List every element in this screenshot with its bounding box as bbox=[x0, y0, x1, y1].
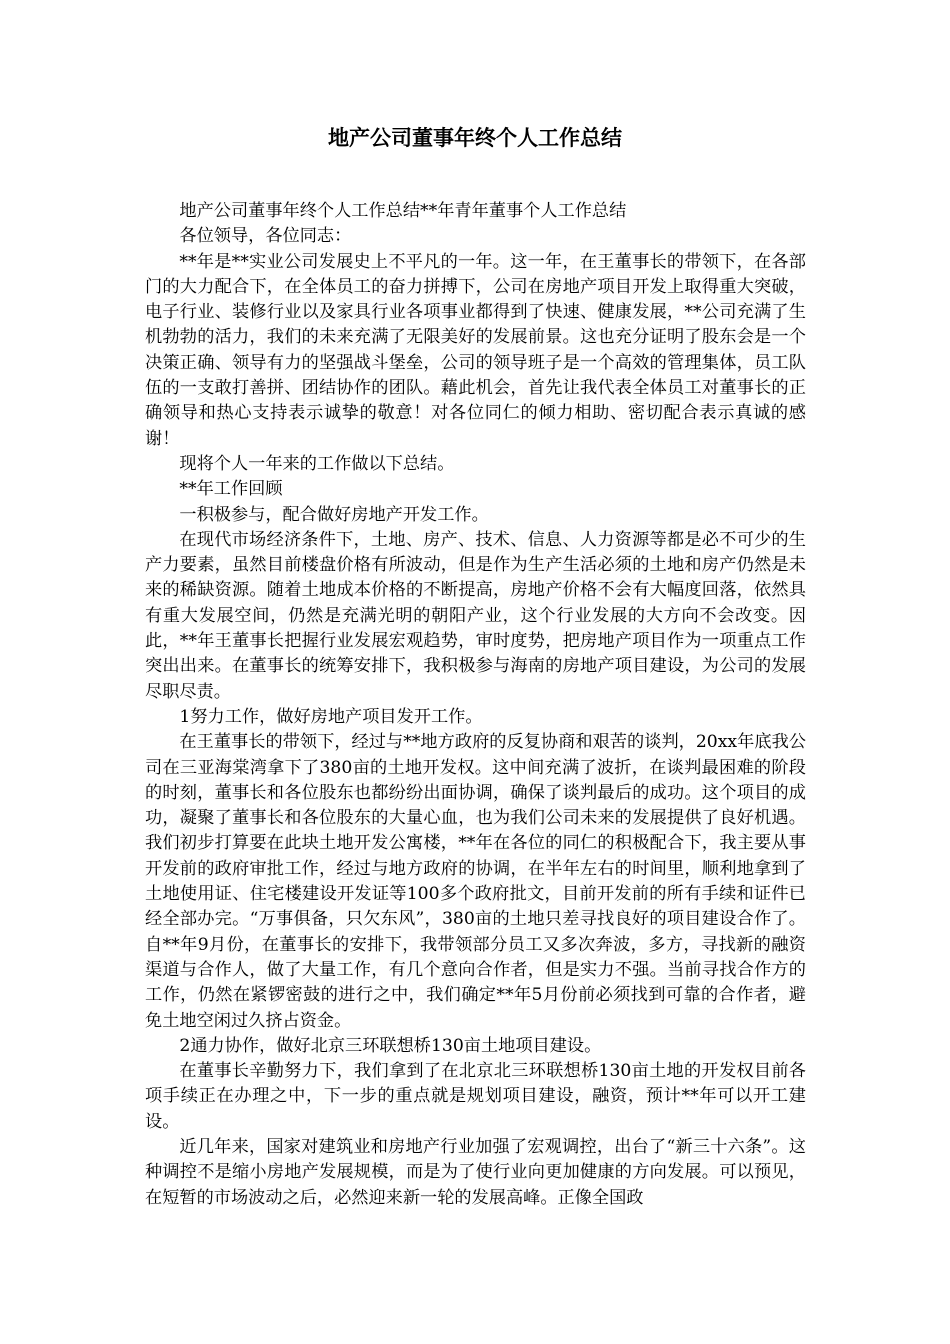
paragraph-market: 在现代市场经济条件下，土地、房产、技术、信息、人力资源等都是必不可少的生产力要素，虽然目前楼盘价格有所波动，但是作为生产生活必须的土地和房产仍然是未来的稀缺资源。随着土地成本价格的不断提高，房地产价格不会有大幅度回落，依然具有重大发展空间，仍然是充满光明的朝阳产业，这个行业发展的大方向不会改变。因此，**年王董事长把握行业发展宏观趋势，审时度势，把房地产项目作为一项重点工作突出出来。在董事长的统筹安排下，我积极参与海南的房地产项目建设，为公司的发展尽职尽责。 bbox=[145, 529, 806, 702]
paragraph-beijing-project: 在董事长辛勤努力下，我们拿到了在北京北三环联想桥130亩土地的开发权目前各项手续正在办理之中，下一步的重点就是规划项目建设，融资，预计**年可以开工建设。 bbox=[145, 1061, 806, 1132]
document-body bbox=[145, 199, 806, 1211]
paragraph-intro: **年是**实业公司发展史上不平凡的一年。这一年，在王董事长的带领下，在各部门的大力配合下，在全体员工的奋力拼搏下，公司在房地产项目开发上取得重大突破，电子行业、装修行业以及家具行业各项事业都得到了快速、健康发展，**公司充满了生机勃勃的活力，我们的未来充满了无限美好的发展前景。这也充分证明了股东会是一个决策正确、领导有力的坚强战斗堡垒，公司的领导班子是一个高效的管理集体，员工队伍的一支敢打善拼、团结协作的团队。藉此机会，首先让我代表全体员工对董事长的正确领导和热心支持表示诚挚的敬意！对各位同仁的倾力相助、密切配合表示真诚的感谢！ bbox=[145, 251, 806, 449]
paragraph-regulation: 近几年来，国家对建筑业和房地产行业加强了宏观调控，出台了“新三十六条”。这种调控不是缩小房地产发展规模，而是为了使行业向更加健康的方向发展。可以预见，在短暂的市场波动之后，必然迎来新一轮的发展高峰。正像全国政 bbox=[145, 1136, 806, 1208]
paragraph-summary-lead: 现将个人一年来的工作做以下总结。 bbox=[179, 453, 455, 474]
paragraph-salutation: 各位领导，各位同志： bbox=[179, 226, 352, 247]
document-title: 地产公司董事年终个人工作总结 bbox=[328, 125, 622, 150]
paragraph-subtitle: 地产公司董事年终个人工作总结**年青年董事个人工作总结 bbox=[179, 201, 627, 221]
paragraph-hainan-project: 在王董事长的带领下，经过与**地方政府的反复协商和艰苦的谈判，20xx年底我公司在三亚海棠湾拿下了380亩的土地开发权。这中间充满了波折，在谈判最困难的阶段的时刻，董事长和各位股东也都纷纷出面协调，确保了谈判最后的成功。这个项目的成功，凝聚了董事长和各位股东的大量心血，也为我们公司未来的发展提供了良好机遇。我们初步打算要在此块土地开发公寓楼，**年在各位的同仁的积极配合下，我主要从事开发前的政府审批工作，经过与地方政府的协调，在半年左右的时间里，顺利地拿到了土地使用证、住宅楼建设开发证等100多个政府批文，目前开发前的所有手续和证件已经全部办完。“万事俱备，只欠东风”，380亩的土地只差寻找良好的项目建设合作了。自**年9月份，在董事长的安排下，我带领部分员工又多次奔波，多方，寻找新的融资渠道与合作人，做了大量工作，有几个意向合作者，但是实力不强。当前寻找合作方的工作，仍然在紧锣密鼓的进行之中，我们确定**年5月份前必须找到可靠的合作者，避免土地空闲过久挤占资金。 bbox=[145, 732, 806, 1031]
section-heading-review: **年工作回顾 bbox=[179, 479, 283, 500]
section-heading-one: 一积极参与，配合做好房地产开发工作。 bbox=[179, 504, 489, 525]
subheading-2: 2通力协作，做好北京三环联想桥130亩土地项目建设。 bbox=[179, 1035, 602, 1056]
subheading-1: 1努力工作，做好房地产项目发开工作。 bbox=[179, 706, 483, 727]
